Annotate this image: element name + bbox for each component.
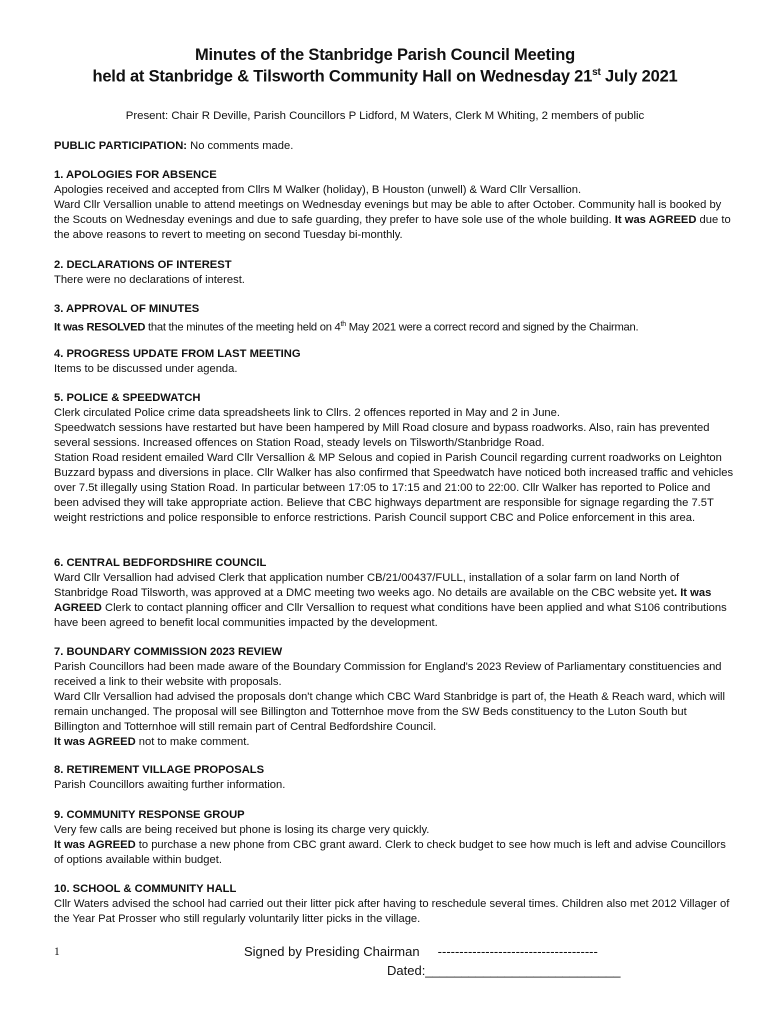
section-label: PUBLIC PARTICIPATION: (54, 140, 187, 152)
section-text: Ward Cllr Versallion had advised Clerk that application number CB/21/00437/FULL, installation of a solar farm on land North of Stanbridge Road Tilsworth, was approved at a DMC meeting two weeks ago. No details are available on the CBC website yet (54, 572, 680, 599)
section-heading: 4. PROGRESS UPDATE FROM LAST MEETING (54, 348, 301, 360)
resolution-label: It was AGREED (54, 587, 712, 614)
title-text: July 2021 (600, 67, 678, 86)
section-text: Speedwatch sessions have restarted but have been hampered by Mill Road closure and bypass roadworks. Also, rain has prevented several sessions. Increased offences on Station Road, steady levels on Tilsworth/Stanbridge Road. (54, 422, 710, 449)
section-heading: 7. BOUNDARY COMMISSION 2023 REVIEW (54, 646, 283, 658)
resolution-label: It was RESOLVED (54, 321, 146, 334)
section-heading: 8. RETIREMENT VILLAGE PROPOSALS (54, 764, 265, 776)
section-text: No comments made. (187, 140, 294, 152)
section-heading: 1. APOLOGIES FOR ABSENCE (54, 169, 217, 181)
public-participation (54, 139, 734, 154)
section-text: Clerk circulated Police crime data spreadsheets link to Cllrs. 2 offences reported in May and 2 in June. (54, 407, 560, 419)
title-superscript: st (592, 67, 601, 78)
section-police-speedwatch (54, 391, 734, 526)
section-progress-update (54, 347, 734, 377)
section-heading: 6. CENTRAL BEDFORDSHIRE COUNCIL (54, 557, 267, 569)
section-approval-of-minutes (54, 302, 734, 336)
resolution-label: It was AGREED (614, 214, 697, 226)
section-school-community-hall (54, 882, 734, 927)
section-boundary-commission (54, 645, 734, 750)
section-heading: 9. COMMUNITY RESPONSE GROUP (54, 809, 245, 821)
section-text: Items to be discussed under agenda. (54, 363, 238, 375)
section-heading: 3. APPROVAL OF MINUTES (54, 303, 200, 315)
section-text: Cllr Waters advised the school had carried out their litter pick after having to reschedule several times. Children also met 2012 Villager of the Year Pat Prosser who still regularly voluntarily litter picks in the village. (54, 898, 730, 925)
section-text: Parish Councillors awaiting further information. (54, 779, 286, 791)
section-text: Apologies received and accepted from Cllrs M Walker (holiday), B Houston (unwell) & Ward Cllr Versallion. (54, 184, 582, 196)
resolution-label: It was AGREED (54, 839, 136, 851)
section-text: to purchase a new phone from CBC grant award. Clerk to check budget to see how much is left and advise Councillors of options available within budget. (54, 839, 726, 866)
section-heading: 5. POLICE & SPEEDWATCH (54, 392, 201, 404)
section-text: Very few calls are being received but phone is losing its charge very quickly. (54, 824, 430, 836)
section-text: Clerk to contact planning officer and Cllr Versallion to request what conditions have been applied and what S106 contributions have been agreed to benefit local communities impacted by the development. (54, 602, 727, 629)
attendees-line: Present: Chair R Deville, Parish Councillors P Lidford, M Waters, Clerk M Whiting, 2 members of public (125, 110, 645, 122)
section-text: not to make comment. (135, 736, 250, 748)
date-superscript: th (340, 321, 346, 328)
title-text: held at Stanbridge & Tilsworth Community Hall on Wednesday 21 (92, 67, 593, 86)
section-retirement-village (54, 763, 734, 793)
section-text: May 2021 were a correct record and signed by the Chairman. (345, 321, 639, 334)
section-text: due to the above reasons to revert to meeting on second Tuesday bi-monthly. (54, 214, 731, 241)
section-text: . (673, 587, 678, 599)
document-title-line-1 (0, 46, 770, 65)
resolution-label: It was AGREED (54, 736, 136, 748)
title-text: Minutes of the Stanbridge Parish Council Meeting (194, 46, 575, 64)
section-apologies (54, 168, 734, 243)
section-text: Station Road resident emailed Ward Cllr Versallion & MP Selous and copied in Parish Council regarding current roadworks on Leighton Buzzard bypass and diversions in place. Cllr Walker has also confirmed that Speedwatch have noticed both increased traffic and vehicles over 7.5t illegally using Station Road. In particular between 17:05 to 17:15 and 21:00 to 22:00. Cllr Walker has reported to Police and been advised they will take appropriate action. Believe that CBC highways department are responsible for signage regarding the 7.5T weight restrictions and police responsible to enforce restrictions. Parish Council support CBC and Police enforcement in this area. (54, 452, 734, 524)
section-heading: 10. SCHOOL & COMMUNITY HALL (54, 883, 237, 895)
signature-line: Signed by Presiding Chairman ------------------------------------- (244, 944, 598, 959)
section-text: that the minutes of the meeting held on 4 (145, 321, 341, 334)
section-text: Ward Cllr Versallion had advised the proposals don't change which CBC Ward Stanbridge is part of, the Heath & Reach ward, which will remain unchanged. The proposal will see Billington and Totternhoe move from the SW Beds constituency to the Luton South but Billington and Totternhoe will still remain part of Central Bedfordshire Council. (54, 691, 726, 733)
section-community-response (54, 808, 734, 868)
section-declarations (54, 258, 734, 288)
dated-line: Dated:___________________________ (387, 963, 621, 978)
section-central-bedfordshire-council (54, 556, 734, 631)
section-text: There were no declarations of interest. (54, 274, 245, 286)
section-text: Ward Cllr Versallion unable to attend meetings on Wednesday evenings but may be able to after October. Community hall is booked by the Scouts on Wednesday evenings and due to safe guarding, they prefer to have sole use of the whole building. (54, 199, 722, 226)
section-text: Parish Councillors had been made aware of the Boundary Commission for England's 2023 Review of Parliamentary constituencies and received a link to their website with proposals. (54, 661, 722, 688)
section-heading: 2. DECLARATIONS OF INTEREST (54, 259, 232, 271)
page-number: 1 (54, 946, 60, 958)
document-title-line-2 (0, 67, 770, 87)
